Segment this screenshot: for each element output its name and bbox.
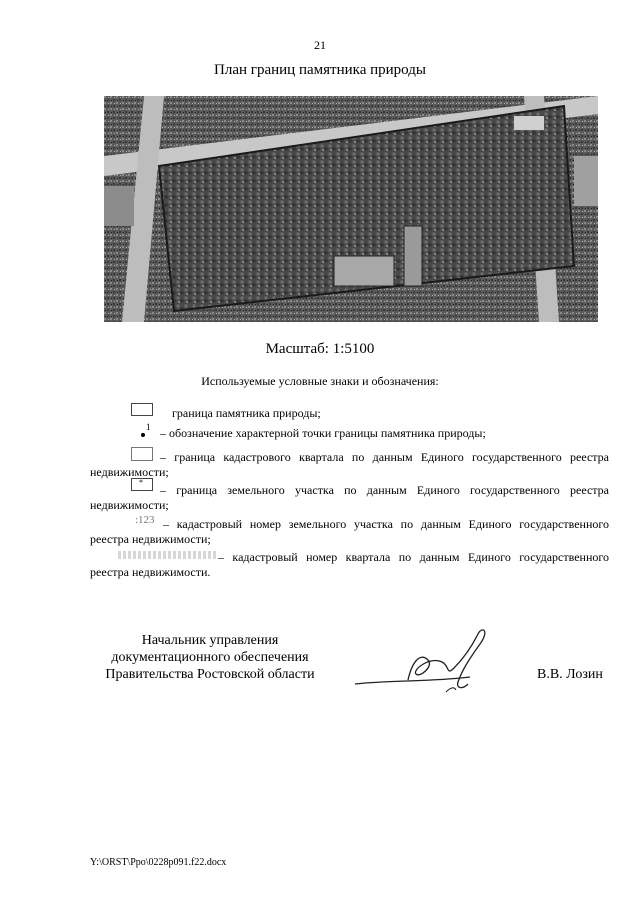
signer-position-line-1: Начальник управления [141,633,279,648]
signer-position-line-3: Правительства Ростовской области [105,667,315,682]
legend-symbol-monument-boundary [131,403,153,416]
aerial-map-image [104,96,598,322]
legend-symbol-point-label: 1 [146,422,151,432]
map-title: План границ памятника природы [214,62,426,78]
legend-heading: Используемые условные знаки и обозначения: [201,374,439,388]
footer-file-path: Y:\ORST\Ppo\0228p091.f22.docx [90,857,227,868]
legend-symbol-plot-number: :123 [135,514,155,526]
legend-item-1: граница памятника природы; [172,406,321,420]
handwritten-signature [350,622,510,697]
map-scale: Масштаб: 1:5100 [265,341,375,357]
page-number: 21 [314,38,326,52]
legend-symbol-land-plot-mark: * [139,478,143,487]
legend-item-5: – кадастровый номер земельного участка по данным Единого государственного реестра недвижимости; [90,517,609,546]
legend-symbol-point [141,433,145,437]
legend-item-3: – граница кадастрового квартала по данным Единого государственного реестра недвижимости; [90,450,609,479]
legend-item-2: – обозначение характерной точки границы памятника природы; [160,426,486,440]
legend-item-6: – кадастровый номер квартала по данным Единого государственного реестра недвижимости. [90,550,609,579]
legend-item-4: – граница земельного участка по данным Единого государственного реестра недвижимости; [90,483,609,512]
signer-name: В.В. Лозин [537,667,603,682]
signer-position [90,632,330,683]
signer-position-line-2: документационного обеспечения [111,650,309,665]
